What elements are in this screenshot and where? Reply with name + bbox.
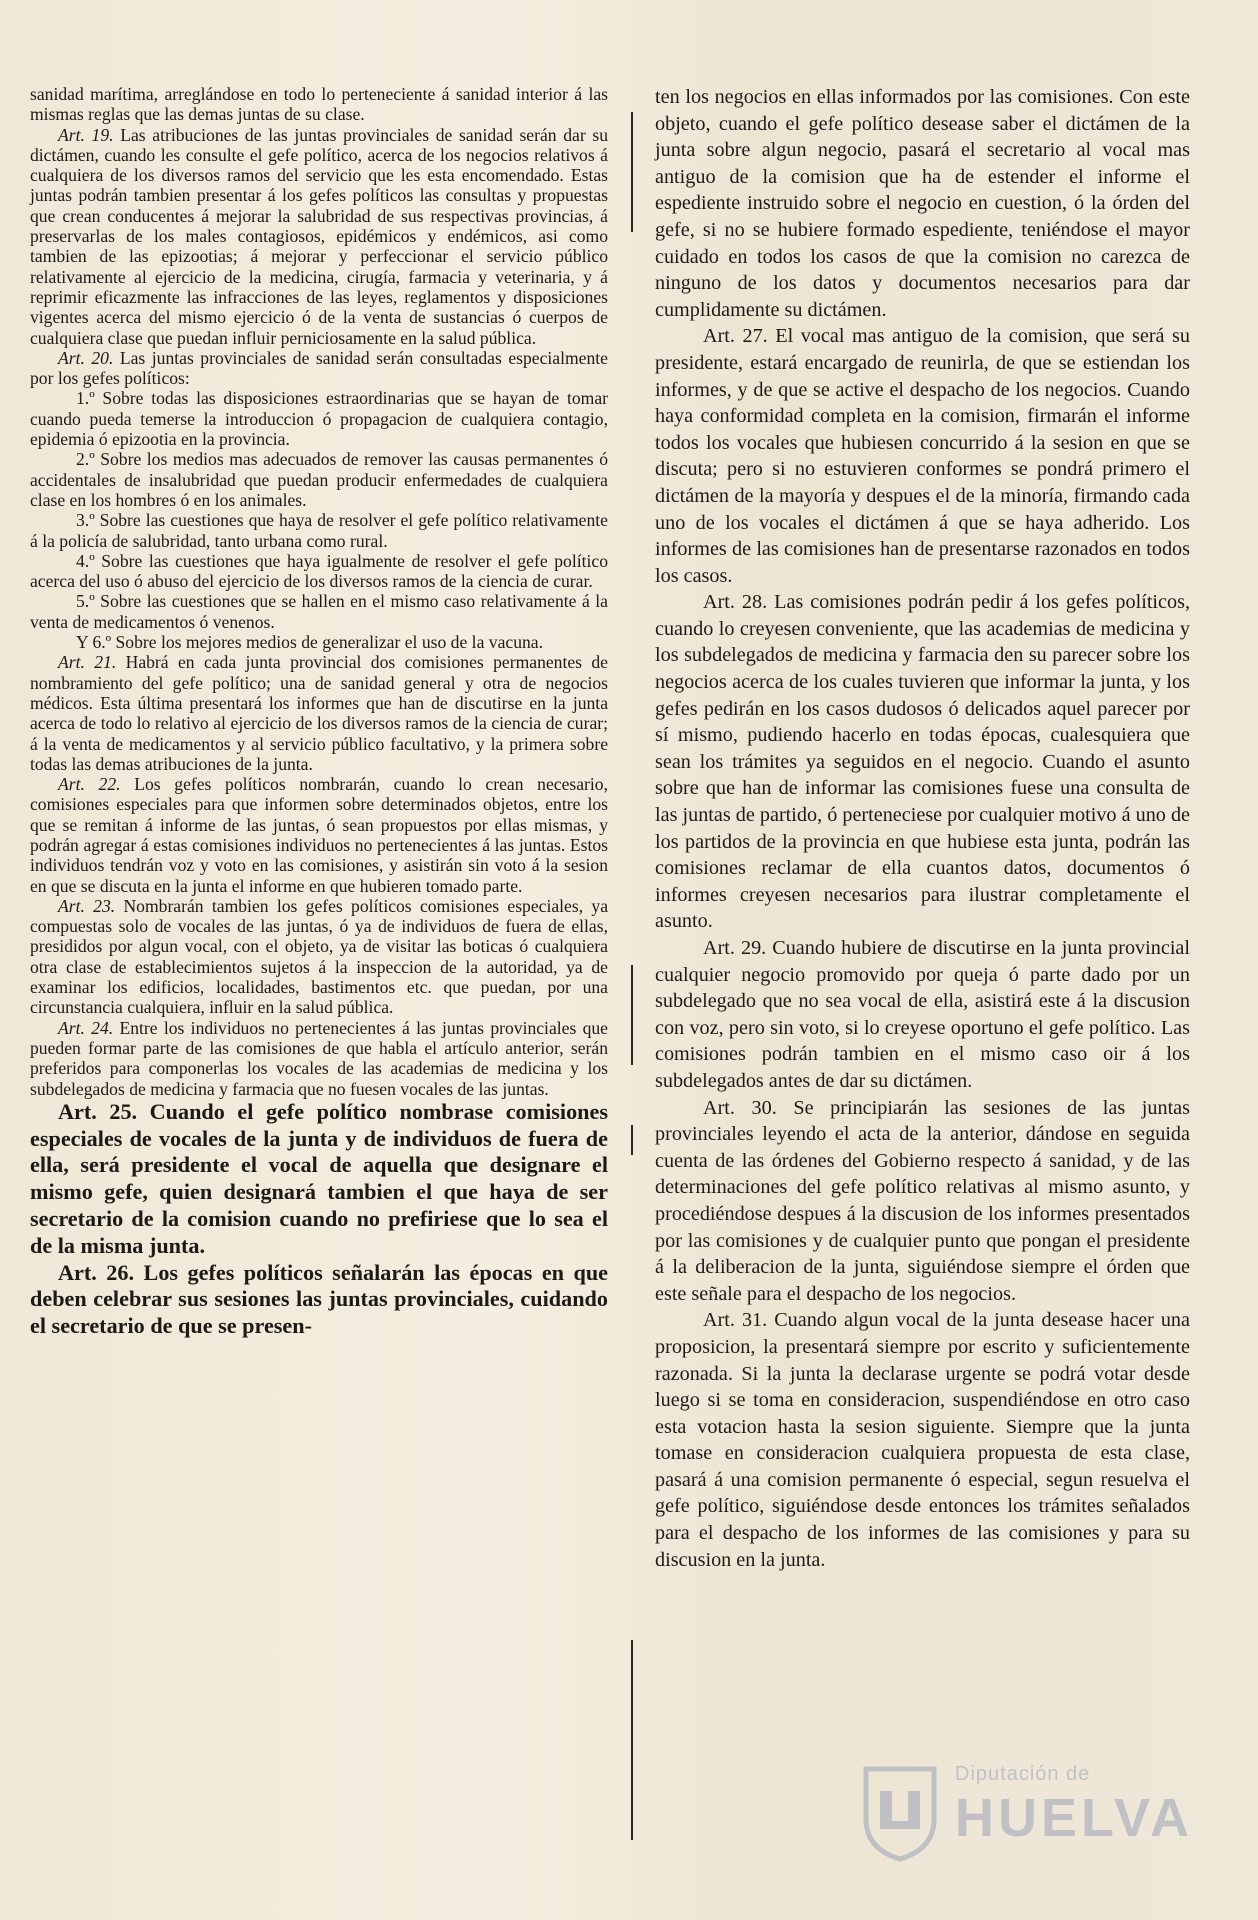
- article-31: [655, 1307, 1190, 1573]
- paragraph-text: Las atribuciones de las juntas provinciales de sanidad serán dar su dictámen, cuando les consulte el gefe político, acerca de los negocios relativos á cualquiera de los diversos ramos del servicio que les esta encomendado. Estas juntas podrán tambien presentar á los gefes políticos las consultas y propuestas que crean conducentes á mejorar la salubridad de sus respectivas provincias, á preservarlas de los males contagiosos, epidémicos y endémicos, asi como tambien de las epizootias; á mejorar y perfeccionar el servicio público relativamente al ejercicio de la medicina, cirugía, farmacia y veterinaria, y á reprimir eficazmente las infracciones de las leyes, reglamentos y disposiciones vigentes acerca del mismo ejercicio ó de la venta de sustancias ó cuerpos de cualquiera clase que puedan influir perniciosamente en la salud pública.: [30, 124, 608, 348]
- item-4: [30, 551, 608, 592]
- paragraph-text: Los gefes políticos señalarán las épocas en que deben celebrar sus sesiones las juntas provinciales, cuidando el secretario de que se presen-: [30, 1259, 609, 1339]
- paragraph-text: Entre los individuos no pertenecientes á las juntas provinciales que pueden formar parte de las comisiones de que habla el artículo anterior, serán preferidos para componerlas los vocales de las academias de medicina y los subdelegados de medicina y farmacia que no fuesen vocales de las juntas.: [30, 1017, 608, 1099]
- article-label: Art. 27.: [703, 325, 768, 348]
- article-28: [655, 589, 1190, 935]
- column-divider: [631, 112, 633, 232]
- item-5: [30, 591, 608, 632]
- item-label: Y 6.º: [76, 632, 112, 653]
- article-label: Art. 20.: [58, 347, 114, 368]
- paragraph-continuation: [30, 84, 608, 125]
- paragraph-text: El vocal mas antiguo de la comision, que será su presidente, estará encargado de reunirla, de que se estiendan los informes, y de que se active el despacho de los negocios. Cuando haya conformidad completa en la comision, firmarán el informe todos los vocales que hubiesen concurrido á la sesion en que se discuta; pero si no estuvieren conformes se pondrá primero el dictámen de la mayoría y despues el de la minoría, firmando cada uno de los vocales el dictámen á que se haya adherido. Los informes de las comisiones han de presentarse razonados en todos los casos.: [655, 325, 1190, 587]
- article-25: [30, 1099, 608, 1260]
- item-label: 4.º: [76, 550, 95, 571]
- article-29: [655, 935, 1190, 1095]
- watermark-big-text: HUELVA: [955, 1788, 1193, 1848]
- article-label: Art. 31.: [703, 1309, 768, 1332]
- article-label: Art. 21.: [58, 652, 117, 673]
- article-label: Art. 30.: [703, 1096, 777, 1119]
- article-label: Art. 19.: [58, 124, 114, 145]
- article-label: Art. 22.: [58, 774, 121, 795]
- article-label: Art. 23.: [58, 895, 116, 916]
- paragraph-text: Sobre todas las disposiciones estraordinarias que se hayan de tomar cuando pueda temerse la introduccion ó propagacion de cualquiera contagio, epidemia ó epizootia en la provincia.: [30, 388, 608, 450]
- article-label: Art. 24.: [58, 1017, 114, 1038]
- paragraph-text: Las juntas provinciales de sanidad serán consultadas especialmente por los gefes políticos:: [30, 347, 608, 389]
- item-label: 3.º: [76, 510, 95, 531]
- right-column: [655, 84, 1190, 1573]
- paragraph-text: Sobre los mejores medios de generalizar el uso de la vacuna.: [115, 632, 543, 653]
- watermark-small-text: Diputación de: [955, 1763, 1091, 1785]
- article-label: Art. 28.: [703, 591, 768, 614]
- item-label: 2.º: [76, 449, 95, 470]
- article-24: [30, 1018, 608, 1099]
- item-1: [30, 388, 608, 449]
- item-3: [30, 510, 608, 551]
- paragraph-text: Las comisiones podrán pedir á los gefes políticos, cuando lo creyesen conveniente, que las academias de medicina y los subdelegados de medicina y farmacia den su parecer sobre los negocios acerca de los cuales tuvieren que informar la junta, y los gefes pedirán en los casos dudosos ó delicados aquel parecer por sí mismo, pudiendo hacerlo en todas épocas, cualesquiera que sean los trámites ya seguidos en el negocio. Cuando el asunto sobre que han de informar las comisiones fuese una consulta de las juntas de partido, ó perteneciese por cualquier motivo á uno de los partidos de la provincia en que hubiese esta junta, podrán las comisiones reclamar de ella cuantos datos, documentos ó informes creyesen necesarios para ilustrar completamente el asunto.: [655, 591, 1190, 933]
- article-22: [30, 774, 608, 896]
- paragraph-text: Nombrarán tambien los gefes políticos comisiones especiales, ya compuestas solo de vocales de las juntas, ó ya de individuos de fuera de ellas, presididos por algun vocal, con el objeto, ya de visitar las boticas ó cualquiera otra clase de establecimientos sujetos á la inspeccion de la autoridad, ya de examinar los edificios, localidades, bastimentos etc. que puedan, por una circunstancia cualquiera, influir en la salud pública.: [30, 895, 608, 1018]
- paragraph-text: Habrá en cada junta provincial dos comisiones permanentes de nombramiento del gefe político; una de sanidad general y otra de negocios médicos. Esta última presentará los informes que han de discutirse en la junta acerca de todo lo relativo al ejercicio de los diversos ramos de la ciencia de curar; á la venta de medicamentos y al servicio público facultativo, y la primera sobre todas las demas atribuciones de la junta.: [30, 652, 608, 774]
- paragraph-text: Cuando algun vocal de la junta desease hacer una proposicion, la presentará siempre por escrito y suficientemente razonada. Si la junta la declarase urgente se podrá votar desde luego si se toma en consideracion, suspendiéndose en otro caso esta votacion hasta la sesion siguiente. Siempre que la junta tomase en consideracion cualquiera propuesta de esta clase, pasará á una comision permanente ó especial, segun resuelva el gefe político, siguiéndose desde entonces los trámites señalados para el despacho de los informes de las comisiones y para su discusion en la junta.: [655, 1309, 1190, 1571]
- column-divider: [631, 1125, 633, 1155]
- item-label: 5.º: [76, 591, 95, 612]
- left-column: [30, 84, 608, 1340]
- paragraph-text: sanidad marítima, arreglándose en todo lo perteneciente á sanidad interior á las mismas reglas que las demas juntas de su clase.: [30, 84, 608, 125]
- article-label: Art. 29.: [703, 937, 767, 959]
- item-6: [30, 632, 608, 652]
- paragraph-text: Sobre las cuestiones que se hallen en el mismo caso relativamente á la venta de medicamentos ó venenos.: [30, 591, 608, 632]
- paragraph-text: Sobre los medios mas adecuados de remover las causas permanentes ó accidentales de insalubridad que puedan producir enfermedades de cualquiera clase en los hombres ó en los animales.: [30, 449, 608, 510]
- article-19: [30, 125, 608, 348]
- paragraph-text: Sobre las cuestiones que haya igualmente de resolver el gefe político acerca del uso ó abuso del ejercicio de los diversos ramos de la ciencia de curar.: [30, 550, 608, 592]
- article-30: [655, 1095, 1190, 1308]
- article-27: [655, 323, 1190, 589]
- paragraph-text: Sobre las cuestiones que haya de resolver el gefe político relativamente á la policía de salubridad, tanto urbana como rural.: [30, 510, 608, 551]
- article-label: Art. 25.: [58, 1098, 138, 1124]
- column-divider: [631, 1640, 633, 1840]
- shield-icon: [860, 1763, 940, 1863]
- paragraph-text: ten los negocios en ellas informados por las comisiones. Con este objeto, cuando el gefe político desease saber el dictámen de la junta sobre algun negocio, pasará el secretario al vocal mas antiguo de la comision que ha de estender el informe el espediente instruido sobre el negocio en cuestion, ó la órden del gefe, si no se hubiere formado espediente, teniéndose el mayor cuidado en todos los casos de que la comision no carezca de ninguno de los datos y documentos necesarios para dar cumplidamente su dictámen.: [655, 86, 1190, 321]
- article-26: [30, 1260, 608, 1340]
- paragraph-text: Cuando hubiere de discutirse en la junta provincial cualquier negocio promovido por queja ó parte dado por un subdelegado que no sea vocal de ella, asistirá este á la discusion con voz, pero sin voto, si lo creyese oportuno el gefe político. Las comisiones podrán tambien en el mismo caso oir á los subdelegados antes de dar su dictámen.: [655, 937, 1190, 1092]
- paragraph-text: Los gefes políticos nombrarán, cuando lo crean necesario, comisiones especiales para que informen sobre determinados objetos, entre los que se remitan á informe de las juntas, ó sean propuestos por ellas mismas, y podrán agregar á estas comisiones individuos no pertenecientes á las juntas. Estos individuos tendrán voz y voto en las comisiones, y asistirán sin voto á la sesion en que se discuta en la junta el informe en que hubieren tomado parte.: [30, 774, 608, 896]
- article-23: [30, 896, 608, 1018]
- paragraph-text: Cuando el gefe político nombrase comisiones especiales de vocales de la junta y de individuos de fuera de ella, será presidente el vocal de aquella que designare el mismo gefe, quien designará tambien el que haya de ser secretario de la comision cuando no prefiriese que lo sea el de la misma junta.: [30, 1098, 609, 1258]
- article-21: [30, 652, 608, 774]
- watermark-logo: [860, 1745, 1193, 1885]
- paragraph-text: Se principiarán las sesiones de las juntas provinciales leyendo el acta de la anterior, dándose en seguida cuenta de las órdenes del Gobierno respecto á sanidad, y de las determinaciones del gefe político relativas al mismo asunto, y procediéndose despues á la discusion de los informes presentados por las comisiones y de cualquier punto que pongan el presidente á la deliberacion de la junta, siguiéndose siempre el órden que este señale para el despacho de los negocios.: [655, 1096, 1191, 1305]
- paragraph-continuation: [655, 84, 1190, 323]
- item-2: [30, 449, 608, 510]
- item-label: 1.º: [76, 388, 95, 409]
- article-label: Art. 26.: [58, 1259, 135, 1285]
- article-20: [30, 348, 608, 389]
- column-divider: [631, 965, 633, 1065]
